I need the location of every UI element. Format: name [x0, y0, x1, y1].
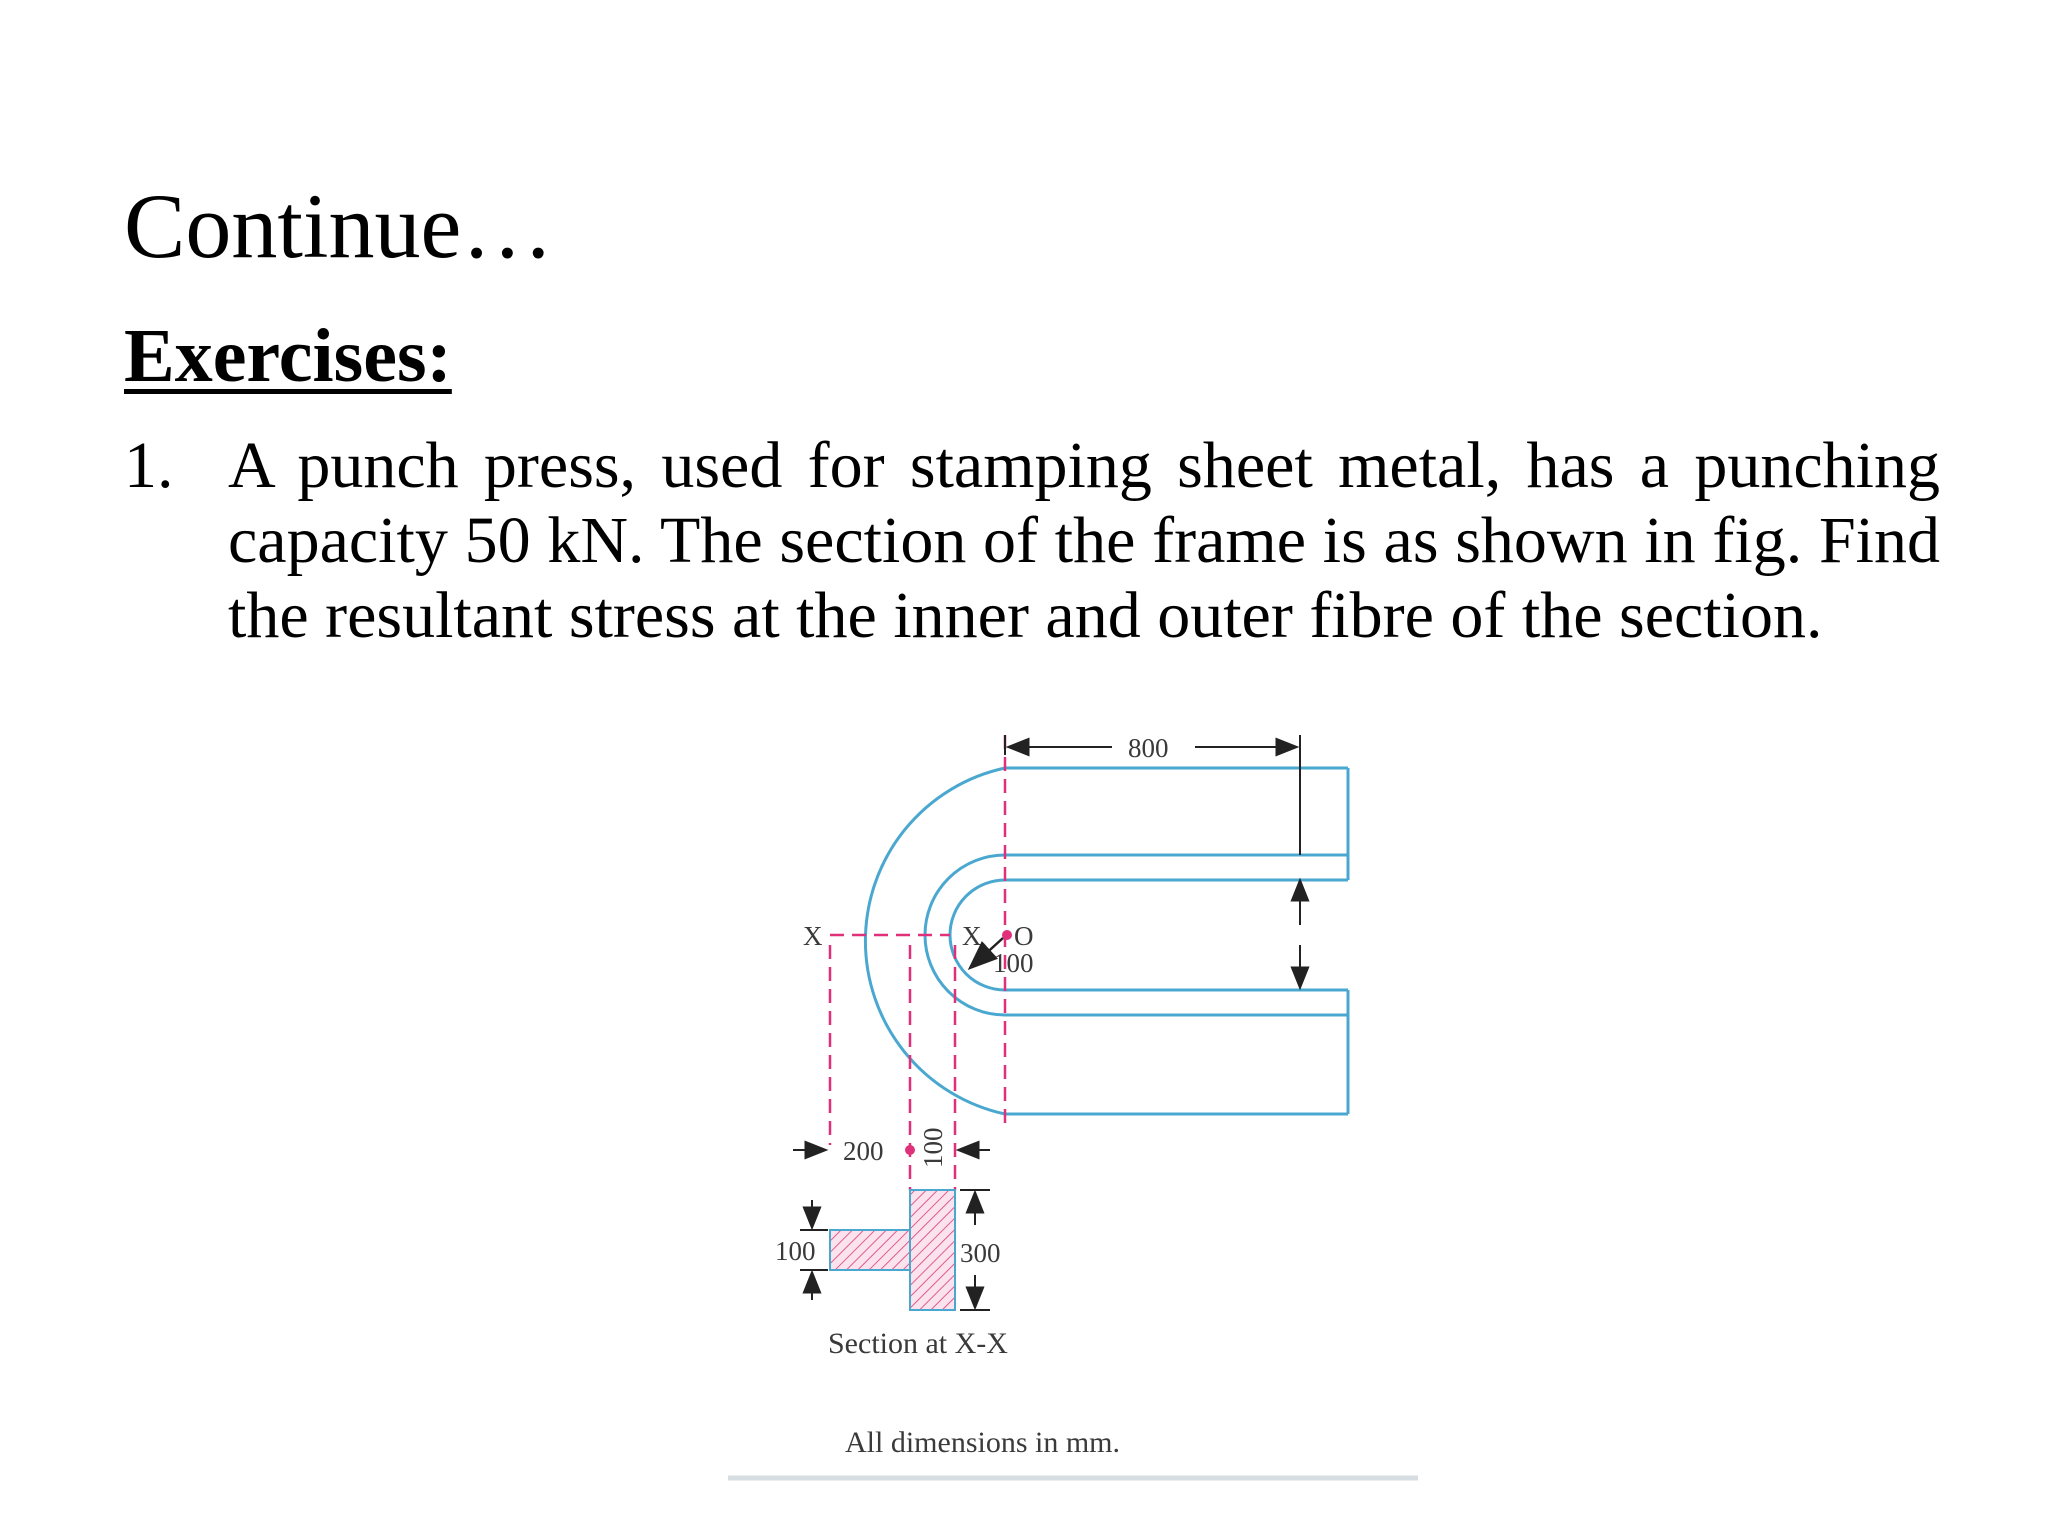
slide-title: Continue…	[124, 175, 554, 277]
section-label-x-right: X	[962, 921, 982, 951]
exercise-text: A punch press, used for stamping sheet metal, has a punching capacity 50 kN. The section of the frame is as shown in fig. Find the resultant stress at the inner and outer fibre of the section.	[228, 429, 1940, 652]
dim-100-flange-label: 100	[775, 1236, 816, 1266]
dim-800-label: 800	[1128, 733, 1169, 763]
section-caption: Section at X-X	[828, 1327, 1008, 1360]
c-frame-outline	[865, 768, 1348, 1114]
center-label-o: O	[1014, 921, 1034, 951]
dim-300-label: 300	[960, 1238, 1001, 1268]
t-section	[830, 1190, 955, 1310]
center-point-o	[1002, 930, 1012, 940]
exercises-heading: Exercises:	[124, 314, 452, 398]
dim-200-label: 200	[843, 1136, 884, 1166]
dim-radius-100-label: 100	[993, 948, 1034, 978]
centerlines	[830, 735, 1005, 1190]
exercise-number: 1.	[124, 429, 174, 502]
section-label-x-left: X	[803, 921, 823, 951]
dim-100-web-label: 100	[918, 1127, 948, 1168]
units-caption: All dimensions in mm.	[845, 1426, 1121, 1459]
centroid-point	[905, 1145, 915, 1155]
